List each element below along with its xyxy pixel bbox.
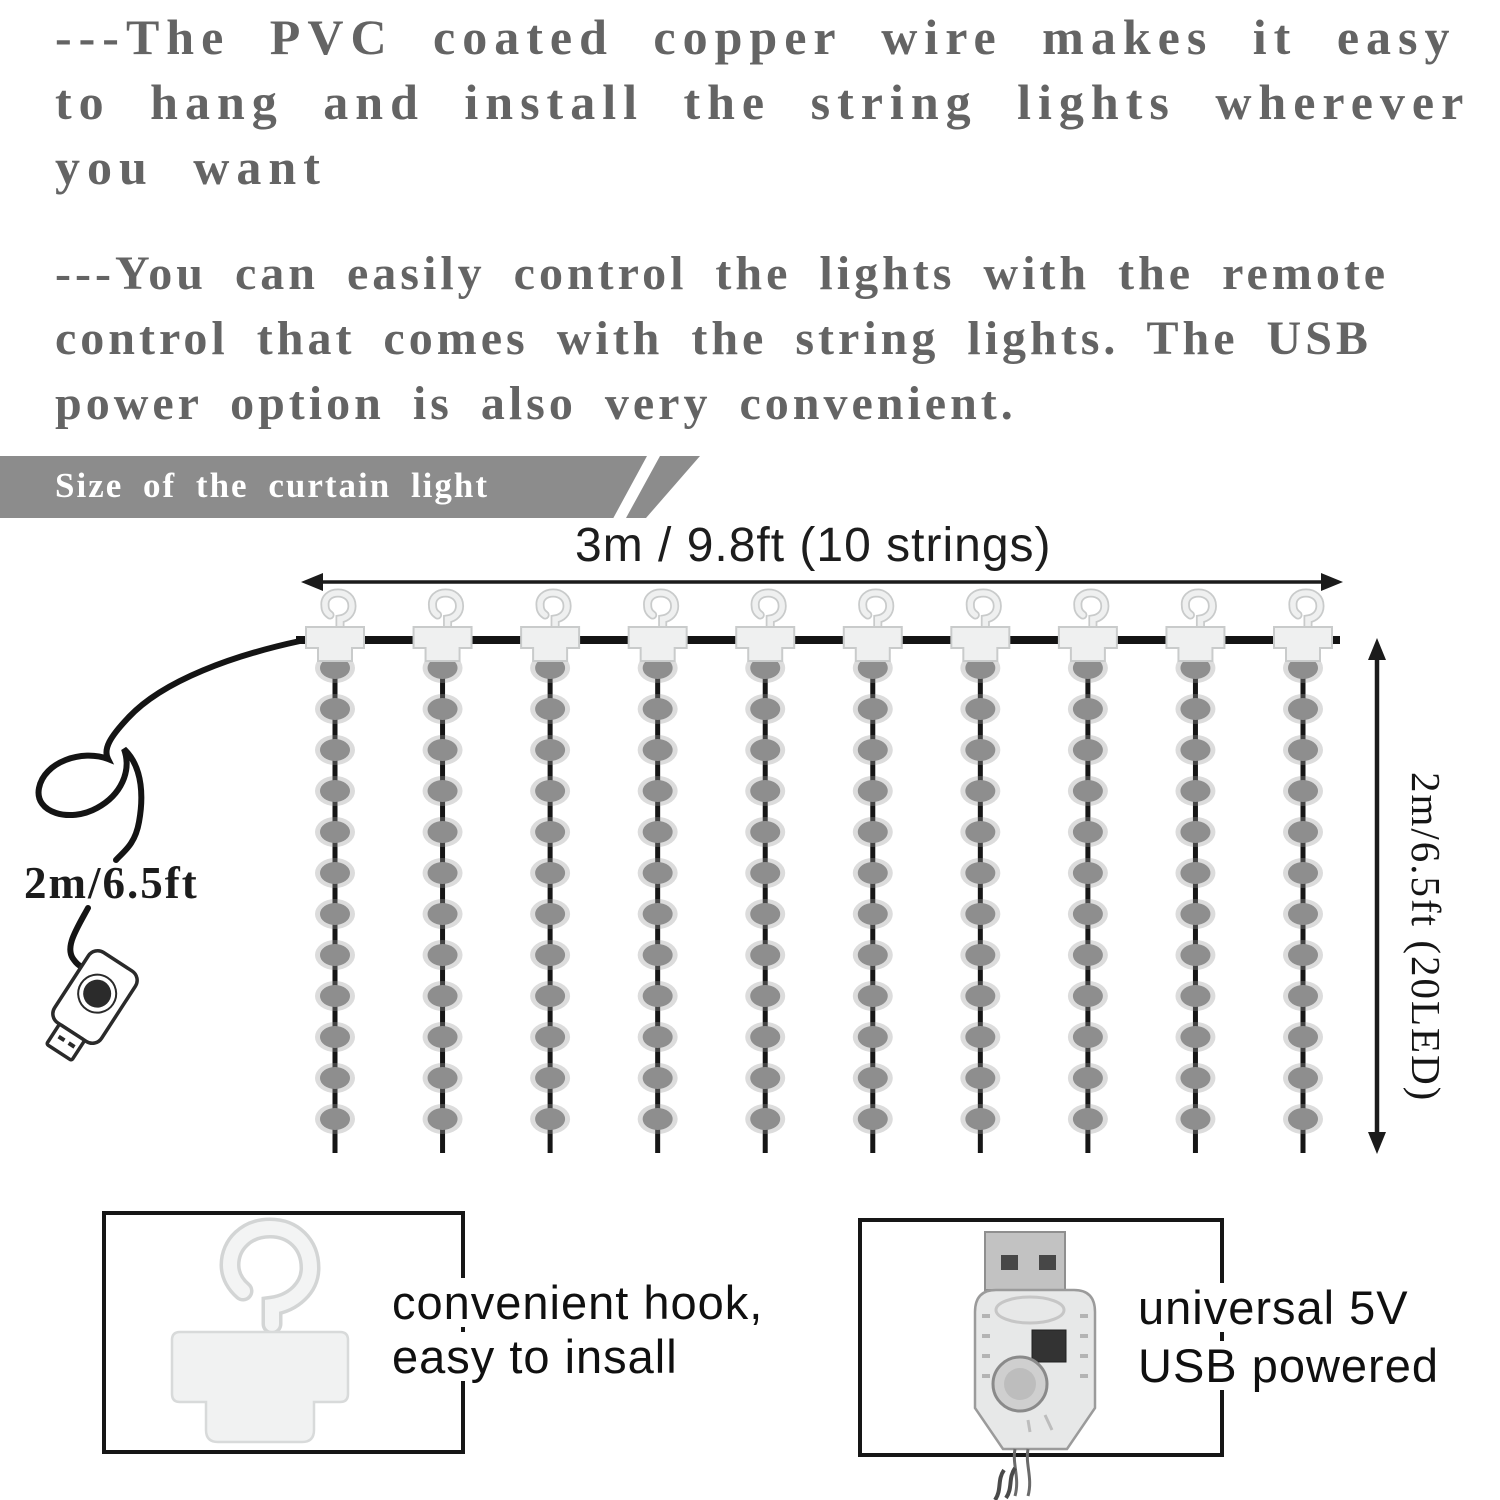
led-bead	[1288, 739, 1318, 761]
led-bead	[320, 985, 350, 1007]
led-bead	[1288, 1026, 1318, 1048]
led-bead	[858, 739, 888, 761]
led-bead	[1073, 944, 1103, 966]
hook-clip-body	[1059, 627, 1117, 661]
curtain	[296, 593, 1340, 1153]
width-dimension-arrow	[301, 573, 1343, 591]
led-bead	[1180, 985, 1210, 1007]
led-bead	[643, 698, 673, 720]
curtain-string	[844, 593, 902, 1153]
led-bead	[535, 903, 565, 925]
led-bead	[643, 862, 673, 884]
led-bead	[965, 780, 995, 802]
led-bead	[1180, 1067, 1210, 1089]
led-bead	[643, 780, 673, 802]
led-bead	[1288, 944, 1318, 966]
led-bead	[858, 821, 888, 843]
led-bead	[965, 1067, 995, 1089]
led-bead	[1073, 698, 1103, 720]
led-bead	[320, 1026, 350, 1048]
led-bead	[1288, 862, 1318, 884]
led-bead	[535, 698, 565, 720]
led-bead	[965, 944, 995, 966]
led-bead	[1180, 862, 1210, 884]
led-bead	[965, 862, 995, 884]
led-bead	[643, 903, 673, 925]
led-bead	[1180, 1108, 1210, 1130]
led-bead	[1073, 1026, 1103, 1048]
led-bead	[320, 1108, 350, 1130]
hook-clip-body	[414, 627, 472, 661]
led-bead	[965, 698, 995, 720]
led-bead	[535, 739, 565, 761]
led-bead	[320, 1067, 350, 1089]
usb-plug-sketch	[36, 947, 142, 1068]
hook-icon	[1166, 593, 1224, 661]
led-bead	[428, 739, 458, 761]
led-bead	[1180, 780, 1210, 802]
led-bead	[1073, 1108, 1103, 1130]
hook-clip-body	[521, 627, 579, 661]
led-bead	[535, 821, 565, 843]
usb-caption-line1: universal 5V	[1136, 1283, 1417, 1332]
hook-caption-line2: easy to insall	[390, 1332, 686, 1381]
led-bead	[1073, 903, 1103, 925]
led-bead	[535, 862, 565, 884]
hook-clip-body	[1274, 627, 1332, 661]
led-bead	[750, 739, 780, 761]
hook-icon	[1059, 593, 1117, 661]
led-bead	[858, 985, 888, 1007]
led-bead	[320, 862, 350, 884]
hook-caption-line1: convenient hook,	[390, 1278, 771, 1327]
led-bead	[535, 985, 565, 1007]
led-bead	[965, 903, 995, 925]
led-bead	[643, 1108, 673, 1130]
led-bead	[428, 698, 458, 720]
led-bead	[1288, 1067, 1318, 1089]
intro-line: ---You can easily control the lights with the remote	[55, 247, 1390, 300]
led-bead	[750, 698, 780, 720]
curtain-string	[1274, 593, 1332, 1153]
led-bead	[1180, 698, 1210, 720]
hook-icon	[414, 593, 472, 661]
led-bead	[750, 903, 780, 925]
led-bead	[1073, 780, 1103, 802]
led-bead	[643, 1067, 673, 1089]
led-bead	[643, 1026, 673, 1048]
led-bead	[1288, 985, 1318, 1007]
led-bead	[1288, 1108, 1318, 1130]
curtain-string	[629, 593, 687, 1153]
led-bead	[1180, 739, 1210, 761]
led-bead	[1288, 821, 1318, 843]
led-bead	[858, 944, 888, 966]
led-bead	[428, 821, 458, 843]
hook-clip-body	[306, 627, 364, 661]
led-bead	[643, 985, 673, 1007]
led-bead	[535, 1026, 565, 1048]
hook-clip-body	[1166, 627, 1224, 661]
led-bead	[750, 1108, 780, 1130]
led-bead	[643, 739, 673, 761]
led-bead	[858, 698, 888, 720]
led-bead	[428, 862, 458, 884]
hook-icon	[306, 593, 364, 661]
curtain-string	[306, 593, 364, 1153]
led-bead	[1288, 780, 1318, 802]
led-bead	[320, 903, 350, 925]
led-bead	[535, 780, 565, 802]
curtain-string	[521, 593, 579, 1153]
hook-icon	[1274, 593, 1332, 661]
width-dimension-label: 3m / 9.8ft (10 strings)	[575, 519, 1052, 572]
led-bead	[1180, 903, 1210, 925]
hook-icon	[951, 593, 1009, 661]
intro-line: control that comes with the string lights. The USB	[55, 312, 1372, 365]
led-bead	[965, 985, 995, 1007]
height-dimension-label: 2m/6.5ft (20LED)	[1403, 772, 1449, 1103]
led-bead	[428, 1026, 458, 1048]
led-bead	[1073, 821, 1103, 843]
led-bead	[320, 739, 350, 761]
led-bead	[535, 944, 565, 966]
led-bead	[750, 780, 780, 802]
power-cable	[39, 641, 300, 860]
led-bead	[965, 1108, 995, 1130]
led-bead	[858, 1108, 888, 1130]
led-bead	[750, 944, 780, 966]
led-bead	[1180, 944, 1210, 966]
led-bead	[1073, 739, 1103, 761]
led-bead	[1180, 1026, 1210, 1048]
curtain-string	[1059, 593, 1117, 1153]
led-bead	[428, 944, 458, 966]
hook-clip-body	[951, 627, 1009, 661]
curtain-string	[1166, 593, 1224, 1153]
led-bead	[428, 780, 458, 802]
led-bead	[428, 985, 458, 1007]
intro-line: ---The PVC coated copper wire makes it easy	[55, 9, 1457, 65]
led-bead	[750, 985, 780, 1007]
led-bead	[320, 780, 350, 802]
hook-icon	[736, 593, 794, 661]
hook-clip-body	[629, 627, 687, 661]
intro-line: to hang and install the string lights wherever	[55, 74, 1471, 130]
led-bead	[1288, 903, 1318, 925]
led-bead	[750, 862, 780, 884]
led-bead	[535, 1108, 565, 1130]
led-bead	[858, 903, 888, 925]
usb-caption-line2: USB powered	[1136, 1341, 1447, 1390]
cable-length-label: 2m/6.5ft	[24, 858, 199, 908]
led-bead	[320, 821, 350, 843]
led-bead	[965, 739, 995, 761]
hook-clip-body	[736, 627, 794, 661]
led-bead	[1073, 1067, 1103, 1089]
height-dimension-arrow	[1368, 638, 1386, 1154]
led-bead	[320, 698, 350, 720]
intro-line: you want	[55, 139, 327, 195]
led-bead	[1073, 862, 1103, 884]
led-bead	[858, 1067, 888, 1089]
led-bead	[535, 1067, 565, 1089]
usb-plug-photo	[975, 1232, 1095, 1500]
intro-line: power option is also very convenient.	[55, 377, 1017, 430]
hook-icon	[521, 593, 579, 661]
led-bead	[858, 780, 888, 802]
led-bead	[965, 1026, 995, 1048]
led-bead	[1073, 985, 1103, 1007]
curtain-string	[736, 593, 794, 1153]
led-bead	[965, 821, 995, 843]
led-bead	[428, 1067, 458, 1089]
led-bead	[643, 821, 673, 843]
led-bead	[428, 1108, 458, 1130]
hook-icon-large	[172, 1228, 348, 1442]
led-bead	[428, 903, 458, 925]
section-banner-title: Size of the curtain light	[55, 466, 490, 505]
curtain-string	[951, 593, 1009, 1153]
led-bead	[320, 944, 350, 966]
led-bead	[750, 821, 780, 843]
hook-clip-body	[844, 627, 902, 661]
curtain-string	[414, 593, 472, 1153]
led-bead	[750, 1067, 780, 1089]
led-bead	[750, 1026, 780, 1048]
hook-icon	[844, 593, 902, 661]
led-bead	[858, 1026, 888, 1048]
led-bead	[1288, 698, 1318, 720]
led-bead	[1180, 821, 1210, 843]
led-bead	[858, 862, 888, 884]
led-bead	[643, 944, 673, 966]
hook-icon	[629, 593, 687, 661]
